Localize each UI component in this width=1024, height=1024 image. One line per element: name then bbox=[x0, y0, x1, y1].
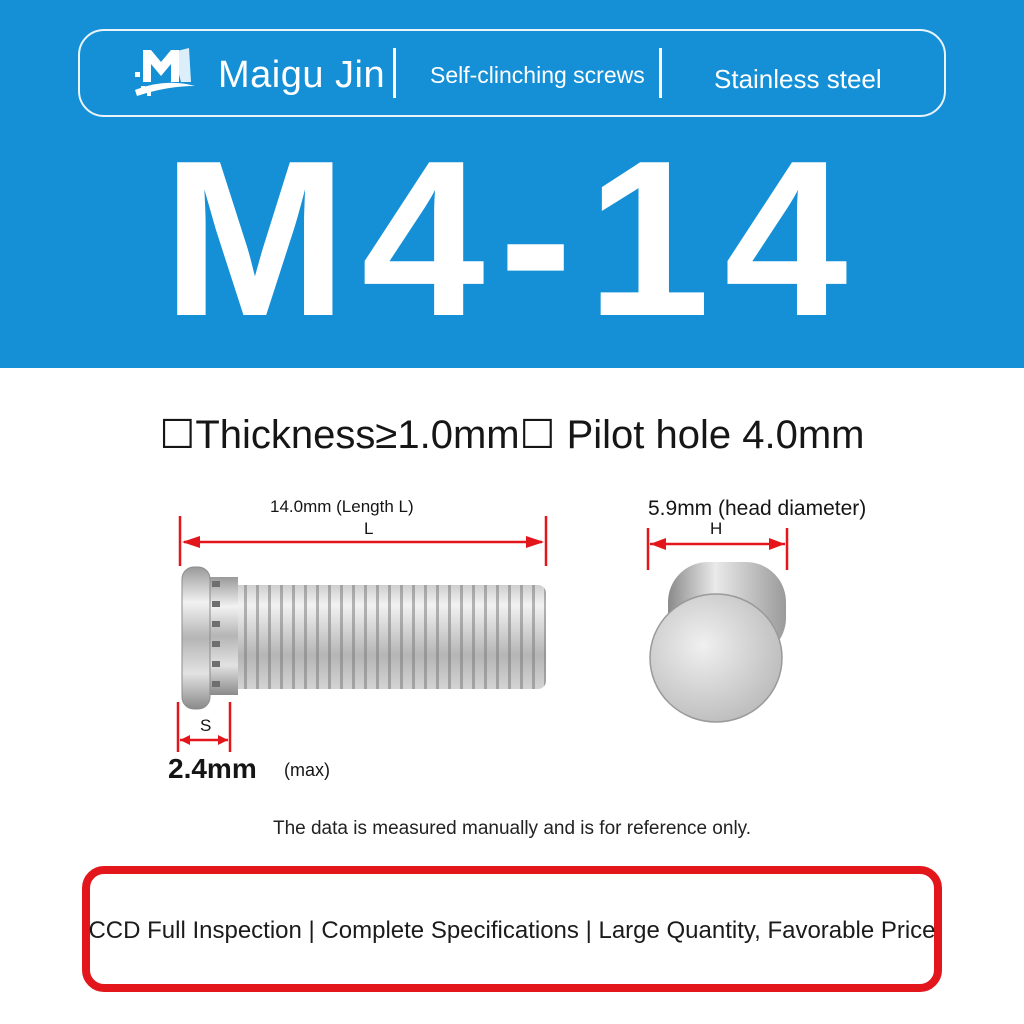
shank-qualifier: (max) bbox=[284, 760, 330, 780]
product-type-label: Self-clinching screws bbox=[430, 62, 645, 88]
material-label: Stainless steel bbox=[714, 64, 882, 94]
length-letter: L bbox=[364, 519, 374, 538]
model-number: M4-14 bbox=[162, 115, 862, 363]
brand-name: Maigu Jin bbox=[218, 54, 386, 96]
spec-thickness-pilot-hole: ☐Thickness≥1.0mm☐ Pilot hole 4.0mm bbox=[159, 413, 865, 457]
shank-value: 2.4mm bbox=[168, 753, 257, 784]
divider bbox=[393, 48, 396, 98]
length-caption: 14.0mm (Length L) bbox=[270, 497, 414, 516]
head-letter: H bbox=[710, 519, 723, 538]
feature-text: CCD Full Inspection | Complete Specifications | Large Quantity, Favorable Price bbox=[88, 917, 936, 944]
reference-note: The data is measured manually and is for reference only. bbox=[272, 818, 752, 839]
divider bbox=[659, 48, 662, 98]
shank-letter: S bbox=[200, 716, 212, 735]
screw-head-image bbox=[648, 556, 790, 726]
brand-logo-icon bbox=[133, 42, 199, 102]
head-caption: 5.9mm (head diameter) bbox=[648, 497, 867, 520]
